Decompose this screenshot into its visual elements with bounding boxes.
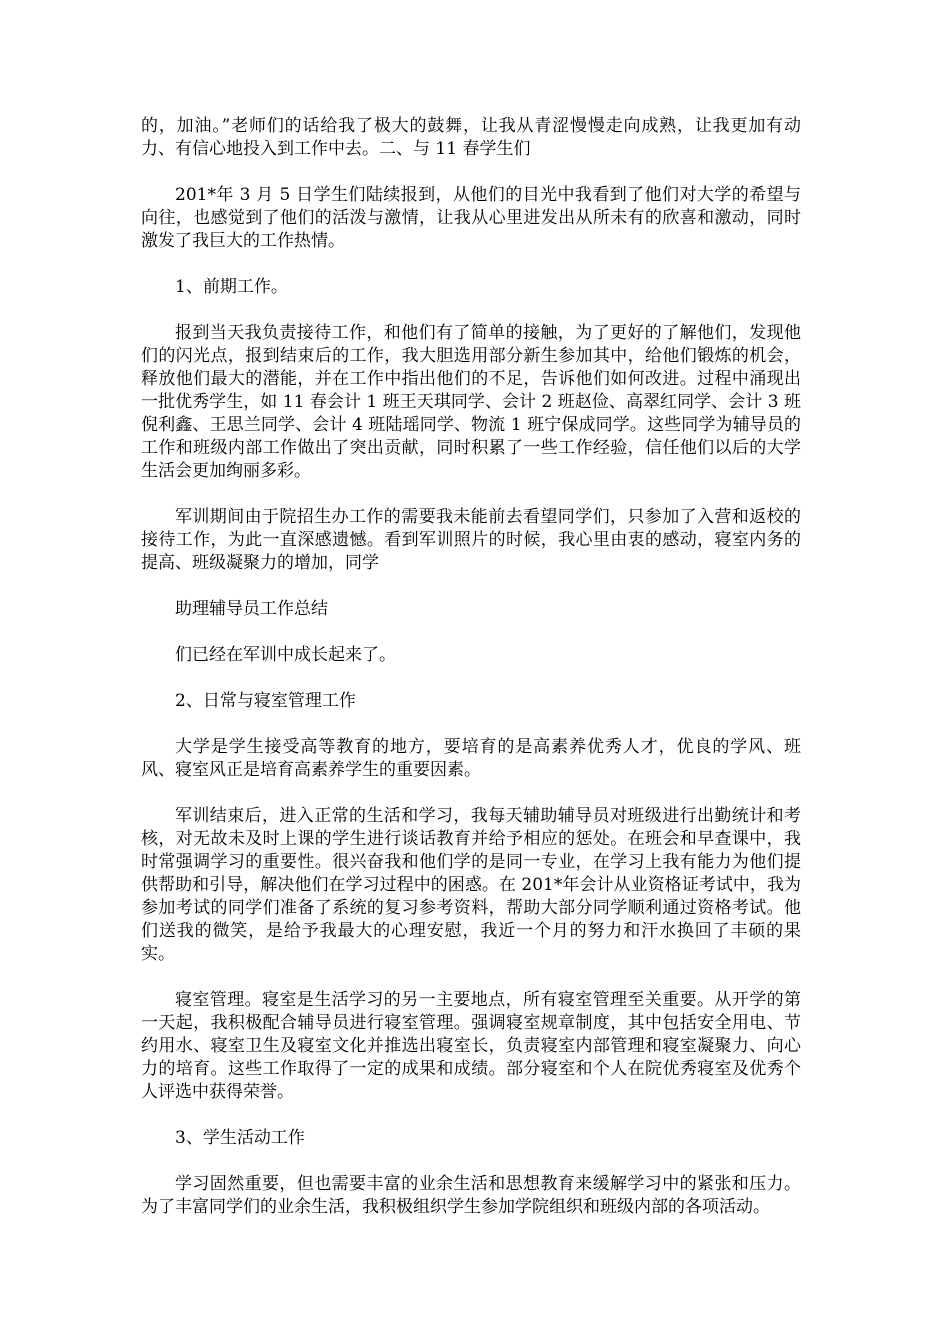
paragraph-study: 军训结束后，进入正常的生活和学习，我每天辅助辅导员对班级进行出勤统计和考核，对无故未及时上课的学生进行谈话教育并给予相应的惩处。在班会和早查课中，我时常强调学习的重要性。很兴奋我和他们学的是同一专业，在学习上我有能力为他们提供帮助和引导，解决他们在学习过程中的困惑。在 201*年会计从业资格证考试中，我为参加考试的同学们准备了系统的复习参考资料，帮助大部分同学顺利通过资格考试。他们送我的微笑，是给予我最大的心理安慰，我近一个月的努力和汗水换回了丰硕的果实。 — [141, 806, 801, 964]
section-heading-early-work: 1、前期工作。 — [175, 277, 288, 297]
section-heading-daily-management: 2、日常与寝室管理工作 — [175, 691, 356, 711]
paragraph-continuation: 的，加油。”老师们的话给我了极大的鼓舞，让我从青涩慢慢走向成熟，让我更加有动力、有信心地投入到工作中去。二、与 11 春学生们 — [141, 116, 801, 159]
paragraph-growth: 们已经在军训中成长起来了。 — [175, 645, 396, 665]
paragraph-military-training: 军训期间由于院招生办工作的需要我未能前去看望同学们，只参加了入营和返校的接待工作，为此一直深感遗憾。看到军训照片的时候，我心里由衷的感动，寝室内务的提高、班级凝聚力的增加，同学 — [141, 507, 801, 573]
paragraph-registration: 报到当天我负责接待工作，和他们有了简单的接触，为了更好的了解他们，发现他们的闪光点，报到结束后的工作，我大胆选用部分新生参加其中，给他们锻炼的机会，释放他们最大的潜能，并在工作中指出他们的不足，告诉他们如何改进。过程中涌现出一批优秀学生，如 11 春会计 1 班王天琪同学、会计 2 班赵俭、高翠红同学、会计 3 班倪利鑫、王思兰同学、会计 4 班陆瑶同学、物流 1 班宁保成同学。这些同学为辅导员的工作和班级内部工作做出了突出贡献，同时积累了一些工作经验，信任他们以后的大学生活会更加绚丽多彩。 — [141, 323, 801, 481]
page-header-title: 助理辅导员工作总结 — [175, 599, 328, 619]
paragraph-enrollment: 201*年 3 月 5 日学生们陆续报到，从他们的目光中我看到了他们对大学的希望与向往，也感觉到了他们的活泼与激情，让我从心里进发出从所未有的欣喜和激动，同时激发了我巨大的工作热情。 — [141, 185, 801, 251]
section-heading-activities: 3、学生活动工作 — [175, 1128, 305, 1148]
paragraph-dormitory: 寝室管理。寝室是生活学习的另一主要地点，所有寝室管理至关重要。从开学的第一天起，我积极配合辅导员进行寝室管理。强调寝室规章制度，其中包括安全用电、节约用水、寝室卫生及寝室文化并推选出寝室长，负责寝室内部管理和寝室凝聚力、向心力的培育。这些工作取得了一定的成果和成绩。部分寝室和个人在院优秀寝室及优秀个人评选中获得荣誉。 — [141, 990, 801, 1102]
paragraph-activities: 学习固然重要，但也需要丰富的业余生活和思想教育来缓解学习中的紧张和压力。为了丰富同学们的业余生活，我积极组织学生参加学院组织和班级内部的各项活动。 — [141, 1174, 801, 1217]
paragraph-university: 大学是学生接受高等教育的地方，要培育的是高素养优秀人才，优良的学风、班风、寝室风正是培育高素养学生的重要因素。 — [141, 737, 801, 780]
document-body — [141, 115, 801, 1242]
